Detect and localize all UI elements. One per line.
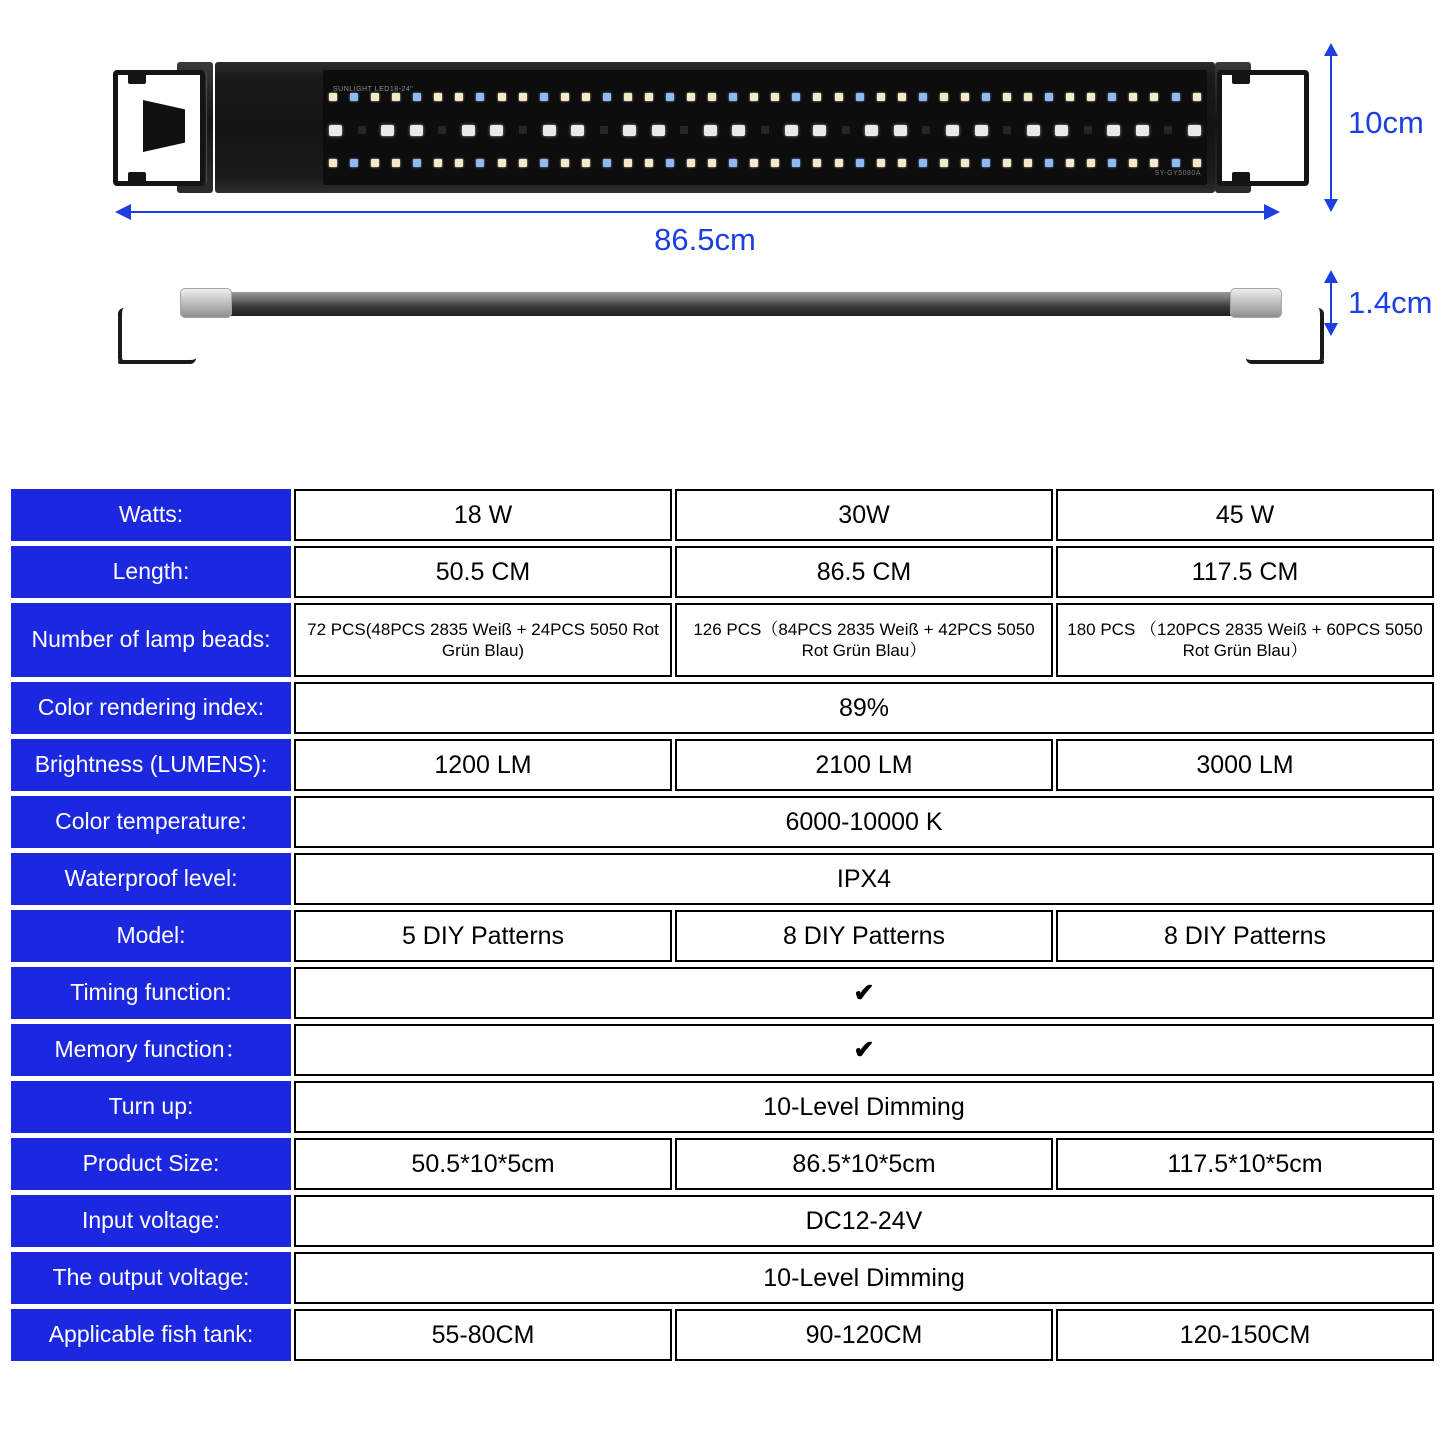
table-row — [11, 967, 1434, 1019]
dimension-line-thickness — [1330, 282, 1332, 324]
spec-row-label: Applicable fish tank: — [11, 1309, 291, 1361]
spec-row-label: The output voltage: — [11, 1252, 291, 1304]
spec-row-label: Waterproof level: — [11, 853, 291, 905]
dimension-line-height — [1330, 55, 1332, 200]
table-row — [11, 682, 1434, 734]
table-row — [11, 1081, 1434, 1133]
table-row — [11, 1252, 1434, 1304]
dimension-label-thickness: 1.4cm — [1348, 285, 1433, 320]
led-bar-top-view — [105, 62, 1320, 197]
spec-row-label: Color rendering index: — [11, 682, 291, 734]
spec-value: 180 PCS （120PCS 2835 Weiß + 60PCS 5050 Rot Grün Blau） — [1056, 603, 1434, 677]
table-row — [11, 1195, 1434, 1247]
table-row — [11, 739, 1434, 791]
led-row-bottom — [329, 158, 1201, 168]
spec-value: 8 DIY Patterns — [1056, 910, 1434, 962]
led-row-top — [329, 92, 1201, 102]
spec-value: 2100 LM — [675, 739, 1053, 791]
spec-value: 72 PCS(48PCS 2835 Weiß + 24PCS 5050 Rot Grün Blau) — [294, 603, 672, 677]
spec-row-label: Watts: — [11, 489, 291, 541]
spec-value: DC12-24V — [294, 1195, 1434, 1247]
spec-row-label: Product Size: — [11, 1138, 291, 1190]
spec-value: 50.5 CM — [294, 546, 672, 598]
led-row-middle — [329, 125, 1201, 135]
spec-value: 6000-10000 K — [294, 796, 1434, 848]
spec-row-label: Length: — [11, 546, 291, 598]
lamp-led-panel — [323, 70, 1207, 185]
spec-value: 117.5*10*5cm — [1056, 1138, 1434, 1190]
table-row — [11, 603, 1434, 677]
spec-value: 3000 LM — [1056, 739, 1434, 791]
spec-value: 1200 LM — [294, 739, 672, 791]
table-row — [11, 796, 1434, 848]
spec-value: 50.5*10*5cm — [294, 1138, 672, 1190]
spec-row-label: Model: — [11, 910, 291, 962]
spec-value: 45 W — [1056, 489, 1434, 541]
spec-row-label: Color temperature: — [11, 796, 291, 848]
support-leg-left — [118, 308, 196, 364]
product-illustration — [0, 0, 1445, 470]
spec-value: 86.5 CM — [675, 546, 1053, 598]
spec-value: 10-Level Dimming — [294, 1081, 1434, 1133]
table-row — [11, 1024, 1434, 1076]
spec-value: IPX4 — [294, 853, 1434, 905]
table-row — [11, 910, 1434, 962]
spec-value-check: ✔ — [294, 967, 1434, 1019]
support-leg-right — [1246, 308, 1324, 364]
spec-value: 10-Level Dimming — [294, 1252, 1434, 1304]
spec-value: 90-120CM — [675, 1309, 1053, 1361]
spec-value: 55-80CM — [294, 1309, 672, 1361]
mounting-bracket-right — [1217, 70, 1309, 186]
spec-value: 86.5*10*5cm — [675, 1138, 1053, 1190]
dimension-line-length — [130, 211, 1265, 213]
specification-table — [8, 484, 1437, 1366]
spec-row-label: Input voltage: — [11, 1195, 291, 1247]
spec-value: 18 W — [294, 489, 672, 541]
spec-value: 30W — [675, 489, 1053, 541]
lamp-model-text-right: SY-GY5080A — [1154, 170, 1201, 177]
spec-row-label: Turn up: — [11, 1081, 291, 1133]
spec-value-check: ✔ — [294, 1024, 1434, 1076]
spec-value: 8 DIY Patterns — [675, 910, 1053, 962]
spec-value: 89% — [294, 682, 1434, 734]
table-row — [11, 1309, 1434, 1361]
table-row — [11, 489, 1434, 541]
spec-value: 5 DIY Patterns — [294, 910, 672, 962]
lamp-housing — [215, 62, 1215, 193]
spec-value: 126 PCS（84PCS 2835 Weiß + 42PCS 5050 Rot Grün Blau） — [675, 603, 1053, 677]
dimension-label-height: 10cm — [1348, 105, 1424, 140]
spec-value: 117.5 CM — [1056, 546, 1434, 598]
spec-row-label: Number of lamp beads: — [11, 603, 291, 677]
spec-row-label: Brightness (LUMENS): — [11, 739, 291, 791]
lamp-profile — [205, 292, 1245, 316]
table-row — [11, 853, 1434, 905]
led-bar-side-view — [110, 282, 1325, 372]
spec-row-label: Timing function: — [11, 967, 291, 1019]
dimension-label-length: 86.5cm — [654, 222, 756, 257]
spec-value: 120-150CM — [1056, 1309, 1434, 1361]
lamp-model-text-left: SUNLIGHT LED18-24" — [333, 86, 414, 93]
spec-row-label: Memory function： — [11, 1024, 291, 1076]
table-row — [11, 1138, 1434, 1190]
table-row — [11, 546, 1434, 598]
